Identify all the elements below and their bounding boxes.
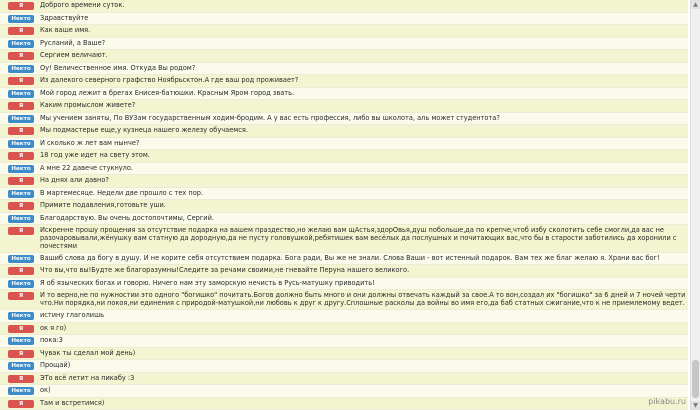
sender-badge-me: Я [8, 52, 34, 60]
chat-message-row [0, 63, 688, 76]
chat-message-row [0, 138, 688, 151]
message-text: В мартемесяце. Недели две прошло с тех пор. [40, 188, 204, 197]
chat-message-row [0, 188, 688, 201]
message-text: И сколько ж лет вам нынче? [40, 138, 140, 147]
chat-message-row [0, 225, 688, 253]
message-text: Здравствуйте [40, 13, 89, 22]
message-text: Что вы,что вы!Будте же благоразумны!Следите за речами своими,не гневайте Перуна нашего великого. [40, 266, 410, 274]
message-text: Каким промыслом живете? [40, 101, 136, 109]
message-text: Прощай) [40, 361, 71, 369]
chat-message-row [0, 150, 688, 163]
sender-badge-me: Я [8, 400, 34, 408]
scroll-thumb[interactable] [692, 360, 699, 398]
chat-message-row [0, 398, 688, 410]
message-text: Примите подавления,готовьте уши. [40, 201, 166, 209]
sender-badge-stranger: Некто [8, 280, 34, 288]
chat-message-row [0, 125, 688, 138]
scroll-down-arrow-icon[interactable]: ▼ [691, 401, 700, 410]
sender-badge-stranger: Некто [8, 65, 34, 73]
message-text: Оу! Величественное имя. Откуда Вы родом? [40, 63, 196, 72]
sender-badge-me: Я [8, 325, 34, 333]
chat-message-row [0, 335, 688, 348]
sender-badge-me: Я [8, 102, 34, 110]
chat-message-row [0, 348, 688, 361]
sender-badge-stranger: Некто [8, 165, 34, 173]
scroll-up-arrow-icon[interactable]: ▲ [691, 0, 700, 9]
message-text: Благодарствую. Вы очень достопочтимы, Сергий. [40, 213, 214, 222]
message-text: Там и встретимся) [40, 398, 105, 407]
chat-message-row [0, 385, 688, 398]
chat-message-row [0, 253, 688, 266]
sender-badge-me: Я [8, 267, 34, 275]
chat-message-row [0, 278, 688, 291]
message-text: истину глаголишь [40, 311, 104, 319]
chat-message-row [0, 213, 688, 226]
sender-badge-stranger: Некто [8, 90, 34, 98]
message-text: Как ваше имя. [40, 26, 91, 34]
message-text: Чувак ты сделал мой день) [40, 348, 136, 357]
sender-badge-stranger: Некто [8, 312, 34, 320]
sender-badge-stranger: Некто [8, 190, 34, 198]
message-text: ок я го) [40, 323, 67, 332]
sender-badge-me: Я [8, 27, 34, 35]
message-text: Искренне прошу прощения за отсутствие подарка на вашем праздество,но желаю вам щАстья,здорОвья,душ побольше,да по крепче,чтоб избу сколотить себе смогли,да вас не разочаровывали,жёнушку вам статную да дородную,да не пусту головушкой,ребятишек вам весёлых да послушных и почитающих вас,что бы в старости заботились да хоронили с почестями [40, 226, 677, 250]
message-text: Доброго времени суток. [40, 1, 125, 9]
chat-message-row [0, 0, 688, 13]
message-text: А мне 22 давече стукнуло. [40, 163, 134, 172]
chat-message-row [0, 360, 688, 373]
chat-message-row [0, 100, 688, 113]
message-text: Русланий, а Ваше? [40, 38, 106, 47]
sender-badge-me: Я [8, 77, 34, 85]
message-text: ЭТо всё летит на пикабу :3 [40, 373, 135, 382]
sender-badge-stranger: Некто [8, 255, 34, 263]
message-text: Мы учением заняты, По ВУЗам государственным ходим-бродим. А у вас есть профессия, либо вы школота, аль может студентота? [40, 113, 500, 122]
sender-badge-me: Я [8, 292, 34, 300]
sender-badge-stranger: Некто [8, 215, 34, 223]
message-text: На днях али давно? [40, 176, 109, 184]
sender-badge-me: Я [8, 152, 34, 160]
message-text: Из далекого северного графство Ноябрьсктон.А где ваш род проживает? [40, 76, 299, 84]
chat-message-row [0, 113, 688, 126]
chat-message-row [0, 50, 688, 63]
chat-message-row [0, 323, 688, 336]
message-text: пока:3 [40, 336, 63, 344]
sender-badge-me: Я [8, 202, 34, 210]
sender-badge-me: Я [8, 2, 34, 10]
sender-badge-me: Я [8, 227, 34, 235]
chat-message-row [0, 88, 688, 101]
chat-message-row [0, 175, 688, 188]
watermark: pikabu.ru [648, 397, 686, 406]
sender-badge-stranger: Некто [8, 362, 34, 370]
sender-badge-stranger: Некто [8, 387, 34, 395]
message-text: 18 год уже идет на свету этом. [40, 151, 150, 159]
chat-message-row [0, 25, 688, 38]
sender-badge-stranger: Некто [8, 40, 34, 48]
chat-message-row [0, 13, 688, 26]
sender-badge-stranger: Некто [8, 15, 34, 23]
message-text: Я об языческих богах и говорю. Ничего нам эту заморскую нечисть в Русь-матушку приводить! [40, 278, 375, 287]
sender-badge-me: Я [8, 350, 34, 358]
chat-message-row [0, 163, 688, 176]
chat-message-row [0, 200, 688, 213]
message-text: Мой город лежит в брегах Енисея-батюшки. Красным Яром город звать. [40, 88, 295, 97]
message-text: Вашиб слова да богу в душу. И не корите себя отсутствием подарка. Бога ради, Вы же не знали. Слова Ваши - вот истенный подарок. Вам тех же благ желаю я. Храни вас бог! [40, 253, 660, 262]
sender-badge-me: Я [8, 375, 34, 383]
sender-badge-me: Я [8, 177, 34, 185]
sender-badge-me: Я [8, 127, 34, 135]
message-text: Мы подмастерье еще,у кузнеца нашего железу обучаемся. [40, 126, 248, 134]
sender-badge-stranger: Некто [8, 337, 34, 345]
chat-message-row [0, 290, 688, 310]
chat-message-row [0, 310, 688, 323]
chat-message-row [0, 38, 688, 51]
chat-message-row [0, 265, 688, 278]
chat-message-row [0, 75, 688, 88]
chat-message-row [0, 373, 688, 386]
message-text: ок) [40, 386, 51, 394]
chat-scrollbar[interactable] [690, 0, 700, 410]
message-text: И то верно,не по нужностии это одного "богишко" почитать.Богов должно быть много и они должны отвечать каждый за свое.А то вон,создал их "богишко" за 6 дней и 7 ночей черти что.Ни порядка,ни покоя,ни единения с природой-матушкой,ни любовь к друг к другу.Сплошные расколы да войны во имя его,да баб статных сжигание,что к не приемлемому ведет. [40, 291, 686, 307]
message-text: Сергием величают. [40, 51, 108, 59]
sender-badge-stranger: Некто [8, 115, 34, 123]
sender-badge-stranger: Некто [8, 140, 34, 148]
